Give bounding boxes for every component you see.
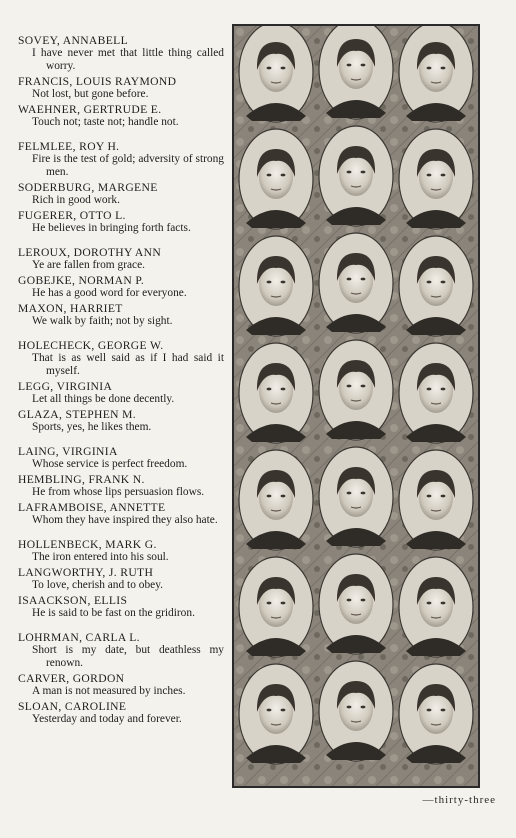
student-entry [18, 34, 224, 73]
student-portrait [239, 236, 313, 336]
student-entry [18, 631, 224, 670]
student-name: SLOAN, CAROLINE [18, 700, 127, 713]
student-name: SOVEY, ANNABELL [18, 34, 129, 47]
portrait-panel [232, 24, 480, 788]
student-name: FRANCIS, LOUIS RAYMOND [18, 75, 177, 88]
student-quote: He is said to be fast on the gridiron. [32, 607, 195, 619]
student-quote: I have never met that little thing called worry. [32, 47, 224, 72]
student-quote: He has a good word for everyone. [32, 287, 187, 299]
student-name: HOLLENBECK, MARK G. [18, 538, 157, 551]
student-quote: Let all things be done decently. [32, 393, 175, 405]
student-quote: Not lost, but gone before. [32, 88, 149, 100]
entry-group-7 [18, 631, 224, 726]
student-entry [18, 75, 224, 101]
student-portrait [399, 557, 473, 657]
student-name: FUGERER, OTTO L. [18, 209, 126, 222]
student-name: GLAZA, STEPHEN M. [18, 408, 137, 421]
student-portrait [319, 26, 393, 119]
student-portrait [319, 340, 393, 440]
student-portrait [319, 126, 393, 226]
student-portrait [399, 343, 473, 443]
student-entry [18, 246, 224, 272]
student-name: GOBEJKE, NORMAN P. [18, 274, 145, 287]
student-portrait [239, 129, 313, 229]
student-name: ISAACKSON, ELLIS [18, 594, 128, 607]
student-name: LEROUX, DOROTHY ANN [18, 246, 162, 259]
student-entry [18, 302, 224, 328]
student-portrait [239, 26, 313, 122]
student-entry [18, 594, 224, 620]
student-quote: Ye are fallen from grace. [32, 259, 146, 271]
student-name: LOHRMAN, CARLA L. [18, 631, 140, 644]
student-quote: Touch not; taste not; handle not. [32, 116, 179, 128]
student-portrait [399, 26, 473, 122]
entry-group-4 [18, 339, 224, 434]
student-name: WAEHNER, GERTRUDE E. [18, 103, 162, 116]
student-name: LAING, VIRGINIA [18, 445, 118, 458]
student-portrait [399, 664, 473, 764]
student-name: LAFRAMBOISE, ANNETTE [18, 501, 166, 514]
student-quote: He believes in bringing forth facts. [32, 222, 191, 234]
student-portrait [239, 450, 313, 550]
entry-group-3 [18, 246, 224, 328]
page-number: —thirty-three [422, 794, 496, 806]
student-quote: The iron entered into his soul. [32, 551, 169, 563]
student-portrait [399, 450, 473, 550]
student-entry [18, 181, 224, 207]
student-entry [18, 501, 224, 527]
student-portrait [399, 236, 473, 336]
student-entry [18, 339, 224, 378]
student-entry [18, 538, 224, 564]
student-portrait [399, 129, 473, 229]
student-quote: That is as well said as if I had said it myself. [32, 352, 224, 377]
entry-group-6 [18, 538, 224, 620]
student-entry [18, 445, 224, 471]
student-entry [18, 380, 224, 406]
student-entry [18, 140, 224, 179]
student-quote: He from whose lips persuasion flows. [32, 486, 205, 498]
student-quote: Whom they have inspired they also hate. [32, 514, 218, 526]
student-quote: We walk by faith; not by sight. [32, 315, 173, 327]
portrait-grid [234, 26, 478, 786]
student-entry [18, 473, 224, 499]
student-portrait [239, 664, 313, 764]
entry-group-1 [18, 34, 224, 129]
student-quote: A man is not measured by inches. [32, 685, 186, 697]
student-entry [18, 209, 224, 235]
entry-group-5 [18, 445, 224, 527]
senior-entries-column [18, 34, 224, 737]
student-name: CARVER, GORDON [18, 672, 125, 685]
student-portrait [319, 447, 393, 547]
student-entry [18, 672, 224, 698]
student-quote: Short is my date, but deathless my renown. [32, 644, 224, 669]
student-name: HOLECHECK, GEORGE W. [18, 339, 164, 352]
student-entry [18, 103, 224, 129]
student-name: MAXON, HARRIET [18, 302, 123, 315]
student-portrait [319, 233, 393, 333]
student-entry [18, 566, 224, 592]
student-portrait [239, 343, 313, 443]
student-quote: Yesterday and today and forever. [32, 713, 182, 725]
student-name: HEMBLING, FRANK N. [18, 473, 145, 486]
student-portrait [239, 557, 313, 657]
student-quote: Fire is the test of gold; adversity of strong men. [32, 153, 224, 178]
student-name: FELMLEE, ROY H. [18, 140, 120, 153]
student-name: SODERBURG, MARGENE [18, 181, 158, 194]
entry-group-2 [18, 140, 224, 235]
student-quote: Rich in good work. [32, 194, 120, 206]
student-entry [18, 408, 224, 434]
student-name: LEGG, VIRGINIA [18, 380, 113, 393]
student-portrait [319, 554, 393, 654]
student-quote: Sports, yes, he likes them. [32, 421, 152, 433]
student-quote: Whose service is perfect freedom. [32, 458, 188, 470]
student-portrait [319, 661, 393, 761]
student-entry [18, 700, 224, 726]
student-name: LANGWORTHY, J. RUTH [18, 566, 154, 579]
student-quote: To love, cherish and to obey. [32, 579, 164, 591]
student-entry [18, 274, 224, 300]
